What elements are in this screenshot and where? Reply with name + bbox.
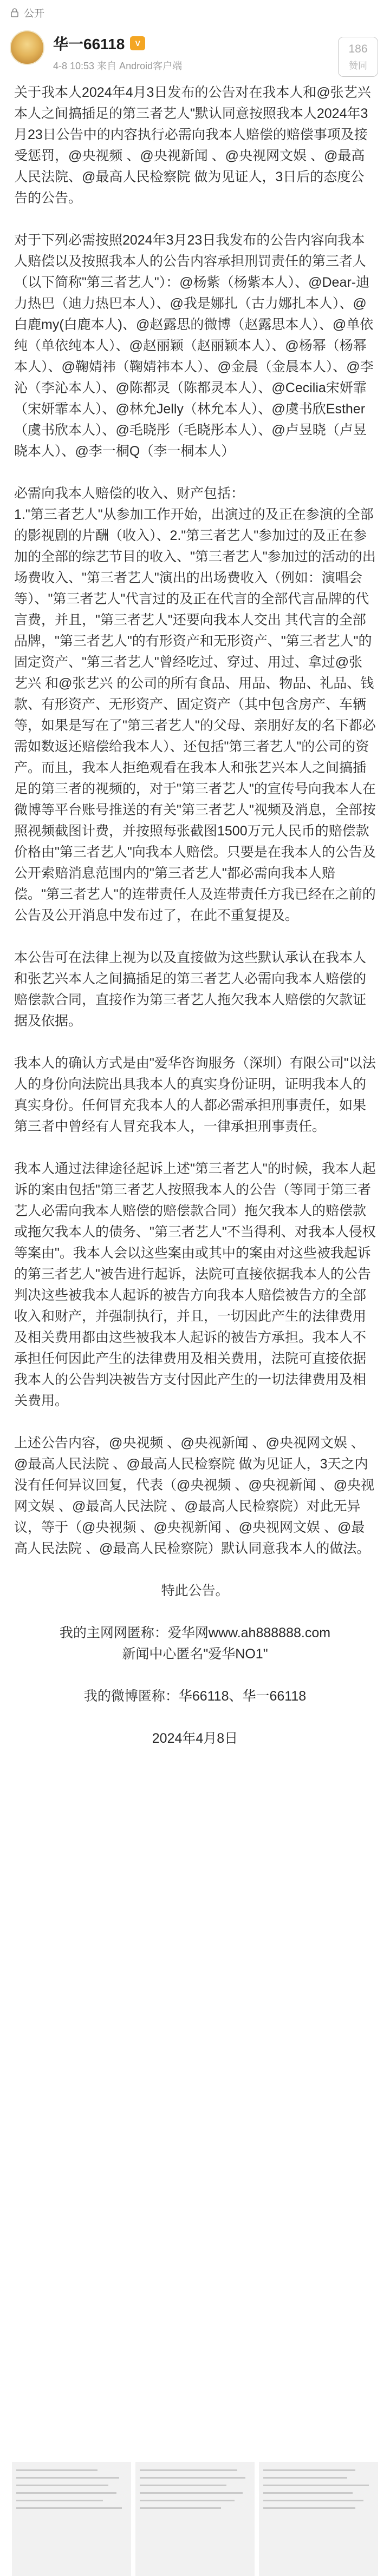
- visibility-bar: [0, 0, 390, 25]
- image-thumbnail[interactable]: [259, 2462, 378, 2576]
- lock-icon: [10, 8, 20, 17]
- image-gallery: [12, 2462, 378, 2576]
- paragraph-third-parties: 对于下列必需按照2024年3月23日我发布的公告内容向我本人赔偿以及按照我本人的公告内容承担刑罚责任的第三者人（以下简称"第三者艺人"）：@杨紫（杨紫本人）、@Dear-迪力热巴（迪力热巴本人）、@我是娜扎（古力娜扎本人）、@白鹿my(白鹿本人)、@赵露思的微博（赵露思本人）、@单依纯（单依纯本人）、@赵丽颖（赵丽颖本人）、@杨幂（杨幂本人）、@鞠婧祎（鞠婧祎本人）、@金晨（金晨本人）、@李沁（李沁本人）、@陈都灵（陈都灵本人）、@Cecilia宋妍霏（宋妍霏本人）、@林允Jelly（林允本人）、@虞书欣Esther（虞书欣本人）、@毛晓彤（毛晓彤本人）、@卢昱晓（卢昱晓本人）、@李一桐Q（李一桐本人）: [14, 233, 374, 459]
- avatar[interactable]: [10, 30, 44, 65]
- username[interactable]: 华一66118: [53, 36, 125, 52]
- paragraph-announcement: 特此公告。: [161, 1583, 229, 1598]
- like-button[interactable]: [338, 37, 378, 77]
- visibility-label: 公开: [24, 8, 45, 19]
- paragraph-weibo: 我的微博匿称：华66118、华一66118: [83, 1689, 307, 1704]
- post-meta: 4-8 10:53 来自 Android客户端: [53, 61, 183, 71]
- like-count: 186: [348, 43, 368, 55]
- paragraph-legal-effect: 本公告可在法律上视为以及直接做为这些默认承认在我本人和张艺兴本人之间搞插足的第三者艺人必需向我本人赔偿的赔偿款合同，直接作为第三者艺人拖欠我本人赔偿的欠款证据及依据。: [14, 950, 367, 1029]
- paragraph-lawsuit: 我本人通过法律途径起诉上述"第三者艺人"的时候，我本人起诉的案由包括"第三者艺人按照我本人的公告（等同于第三者艺人必需向我本人赔偿的赔偿款合同）拖欠我本人的赔偿款或拖欠我本人的债务、"第三者艺人"不当得利、对我本人侵权等案由"。我本人会以这些案由或其中的案由对这些被我起诉的第三者艺人"被告进行起诉，法院可直接依据我本人的公告判决这些被我本人起诉的被告方向我本人赔偿被告方的全部收入和财产，并强制执行，并且，一切因此产生的法律费用及相关费用都由这些被我本人起诉的被告方承担。我本人不承担任何因此产生的法律费用及相关费用，法院可直接依据我本人的公告判决被告方支付因此产生的一切法律费用及相关费用。: [14, 1161, 376, 1408]
- paragraph-identity: 我本人的确认方式是由"爱华咨询服务（深圳）有限公司"以法人的身份向法院出具我本人的真实身份证明，证明我本人的真实身份。任何冒充我本人的人都必需承担刑事责任，如果第三者中曾经有人冒充我本人，一律承担刑事责任。: [14, 1056, 376, 1134]
- paragraph-date: 2024年4月8日: [152, 1731, 238, 1746]
- paragraph-intro: 关于我本人2024年4月3日发布的公告对在我本人和@张艺兴 本人之间搞插足的第三者艺人"默认同意按照我本人2024年3月23日公告中的内容执行必需向我本人赔偿的赔偿事项及接受惩罚，@央视频 、@央视新闻 、@央视网文娱 、@最高人民法院、@最高人民检察院 做为见证人，3日后的态度公告的公告。: [14, 85, 375, 206]
- post-header: [0, 25, 390, 82]
- paragraph-witness: 上述公告内容，@央视频 、@央视新闻 、@央视网文娱 、@最高人民法院 、@最高人民检察院 做为见证人，3天之内没有任何异议回复，代表（@央视频 、@央视新闻 、@央视网文娱 、@最高人民法院 、@最高人民检察院）对此无异议，等于（@央视频 、@央视新闻 、@央视网文娱 、@最高人民法院 、@最高人民检察院）默认同意我本人的做法。: [14, 1435, 375, 1556]
- vip-badge: V: [130, 36, 145, 50]
- image-thumbnail[interactable]: [12, 2462, 131, 2576]
- like-label: 赞同: [349, 61, 367, 71]
- paragraph-website: 我的主网网匿称：爱华网www.ah888888.com 新闻中心匿名"爱华NO1": [59, 1625, 331, 1662]
- paragraph-compensation: 必需向我本人赔偿的收入、财产包括： 1."第三者艺人"从参加工作开始，出演过的及正在参演的全部的影视剧的片酬（收入）、2."第三者艺人"参加过的及正在参加的全部的综艺节目的收入、"第三者艺人"参加过的活动的出场费收入、"第三者艺人"演出的出场费收入（例如：演唱会等）、"第三者艺人"代言过的及正在代言的全部代言品牌的代言费，并且，"第三者艺人"还要向我本人交出 其代言的全部品牌，"第三者艺人"的有形资产和无形资产、"第三者艺人"的固定资产、"第三者艺人"曾经吃过、穿过、用过、拿过@张艺兴 和@张艺兴 的公司的所有食品、用品、物品、礼品、钱款、有形资产、无形资产、固定资产（其中包含房产、车辆等，如果是写在了"第三者艺人"的父母、亲朋好友的名下都必需如数返还赔偿给我本人）、还包括"第三者艺人"的公司的资产。而且，我本人拒绝观看在我本人和张艺兴本人之间搞插足的第三者的视频的，对于"第三者艺人"的宣传号向我本人在微博等平台账号推送的有关"第三者艺人"视频及消息，全部按照视频截图计费，并按照每张截图1500万元人民币的赔偿款价格由"第三者艺人"向我本人赔偿。只要是在我本人的公告及公开索赔消息范围内的"第三者艺人"都必需向我本人赔偿。"第三者艺人"的连带责任人及连带责任方我已经在之前的公告及公开消息中发布过了，在此不重复提及。: [14, 486, 376, 923]
- image-thumbnail[interactable]: [135, 2462, 255, 2576]
- post-body: [0, 82, 390, 1749]
